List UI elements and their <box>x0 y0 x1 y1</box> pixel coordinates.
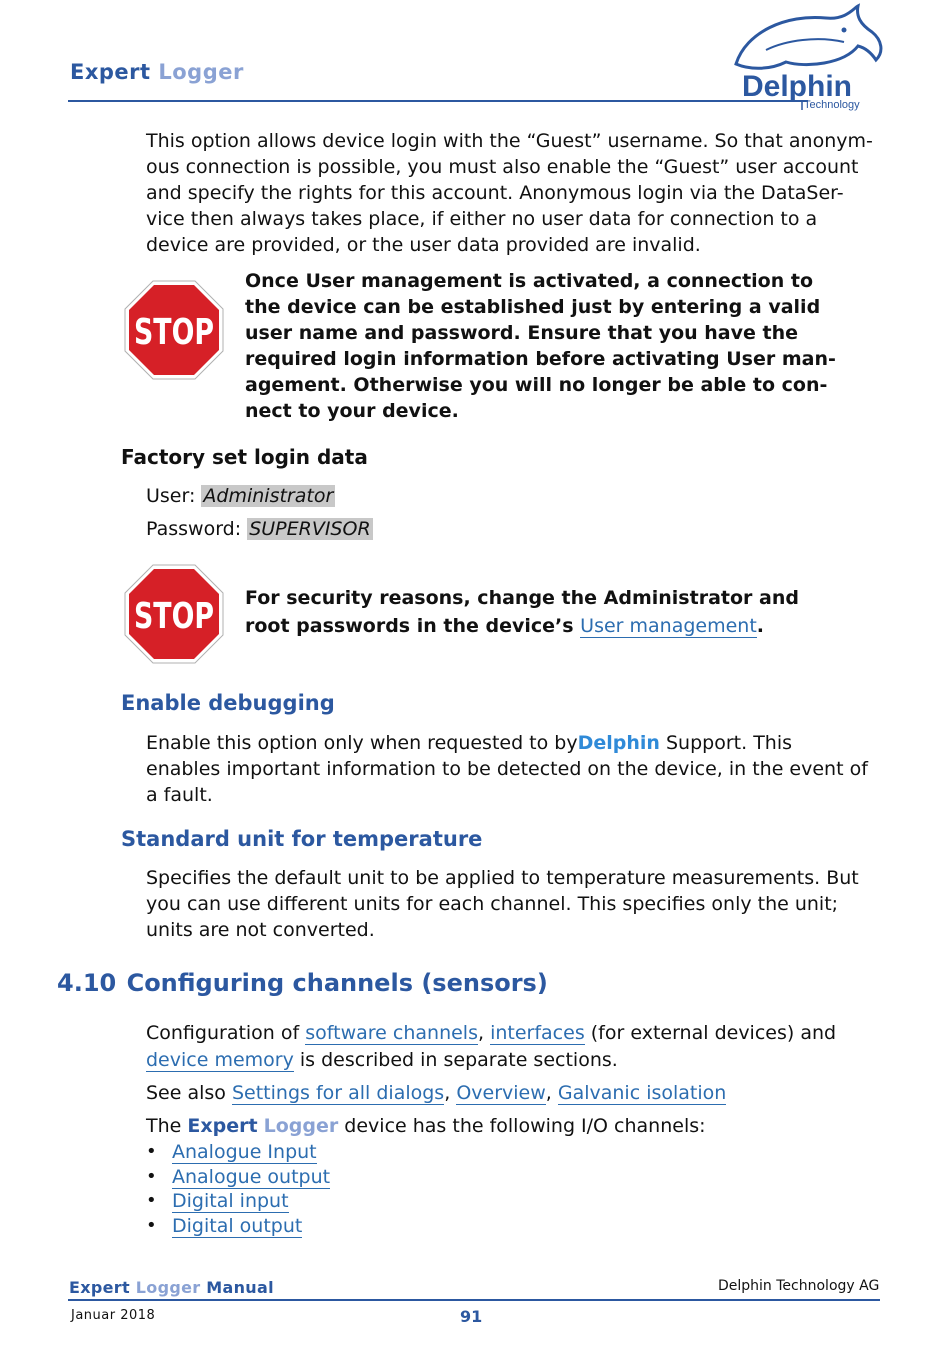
debugging-heading: Enable debugging <box>121 691 335 715</box>
digital-output-link[interactable]: Digital output <box>172 1214 303 1237</box>
list-item <box>146 1214 330 1239</box>
footer-date: Januar 2018 <box>71 1308 156 1323</box>
logo-word: Delphin <box>742 70 852 103</box>
temperature-paragraph: Specifies the default unit to be applied to temperature measurements. But you can use different units for each channel. This specifies only the unit; units are not converted. <box>146 867 859 941</box>
channel-list <box>146 1140 330 1238</box>
galvanic-isolation-link[interactable]: Galvanic isolation <box>557 1082 727 1104</box>
warning-user-management: Once User management is activated, a connection to the device can be established just by entering a valid user name and password. Ensure that you have the required login information before activating User man- agement. Otherwise you will no longer be able to con- nect to your device. <box>245 270 836 422</box>
factory-heading: Factory set login data <box>121 445 368 469</box>
stop-sign-text: STOP <box>134 596 214 637</box>
stop-sign-icon <box>124 280 224 380</box>
overview-link[interactable]: Overview <box>456 1082 546 1104</box>
list-item <box>146 1189 330 1214</box>
device-memory-link[interactable]: device memory <box>146 1049 294 1071</box>
warning-security: For security reasons, change the Administrator and root passwords in the device’s User management. <box>245 587 799 637</box>
stop-sign-text: STOP <box>134 312 214 353</box>
header-title <box>70 60 244 84</box>
settings-all-dialogs-link[interactable]: Settings for all dialogs <box>231 1082 445 1104</box>
user-management-link[interactable]: User management <box>580 615 757 637</box>
footer-company: Delphin Technology AG <box>718 1278 880 1294</box>
software-channels-link[interactable]: software channels <box>305 1022 478 1044</box>
factory-password: Password: SUPERVISOR <box>146 518 371 540</box>
intro-paragraph: This option allows device login with the “Guest” username. So that anonym- ous connection is possible, you must also enable the “Guest” user account and specify the rights for this account. Anonymous login via the DataSer- vice then always takes place, if either no user data for connection to a device are provided, or the user data provided are invalid. <box>146 130 873 256</box>
analogue-input-link[interactable]: Analogue Input <box>172 1141 317 1163</box>
section-heading <box>57 969 548 997</box>
config-paragraph: Configuration of software channels, interfaces (for external devices) and device memory is described in separate sections. <box>146 1022 837 1071</box>
footer-manual-title: Expert Logger Manual <box>69 1278 274 1297</box>
list-item <box>146 1140 330 1165</box>
section-number: 4.10 <box>57 969 117 997</box>
see-also-line: See also Settings for all dialogs, Overview, Galvanic isolation <box>146 1082 727 1104</box>
factory-user: User: Administrator <box>146 485 334 507</box>
debugging-paragraph: Enable this option only when requested to byDelphin Support. This enables important information to be detected on the device, in the event of a fault. <box>146 732 868 806</box>
device-channels-line: The Expert Logger device has the following I/O channels: <box>146 1115 706 1137</box>
user-value: Administrator <box>203 485 334 507</box>
delphin-logo <box>726 4 886 112</box>
temperature-heading: Standard unit for temperature <box>121 827 483 851</box>
footer-rule <box>68 1299 880 1301</box>
section-title: Configuring channels (sensors) <box>126 969 548 997</box>
logo-sub: Technology <box>804 99 860 111</box>
brand-logger: Logger <box>158 60 244 84</box>
delphin-brand: Delphin <box>577 732 660 754</box>
interfaces-link[interactable]: interfaces <box>490 1022 585 1044</box>
analogue-output-link[interactable]: Analogue output <box>172 1165 331 1188</box>
page-number: 91 <box>460 1307 483 1326</box>
brand-logger: Logger <box>263 1115 339 1137</box>
header-rule <box>68 100 808 102</box>
digital-input-link[interactable]: Digital input <box>172 1190 289 1212</box>
list-item <box>146 1165 330 1190</box>
brand-expert: Expert <box>70 60 151 84</box>
brand-expert: Expert <box>187 1115 258 1137</box>
password-value: SUPERVISOR <box>249 518 371 540</box>
stop-sign-icon <box>124 564 224 664</box>
